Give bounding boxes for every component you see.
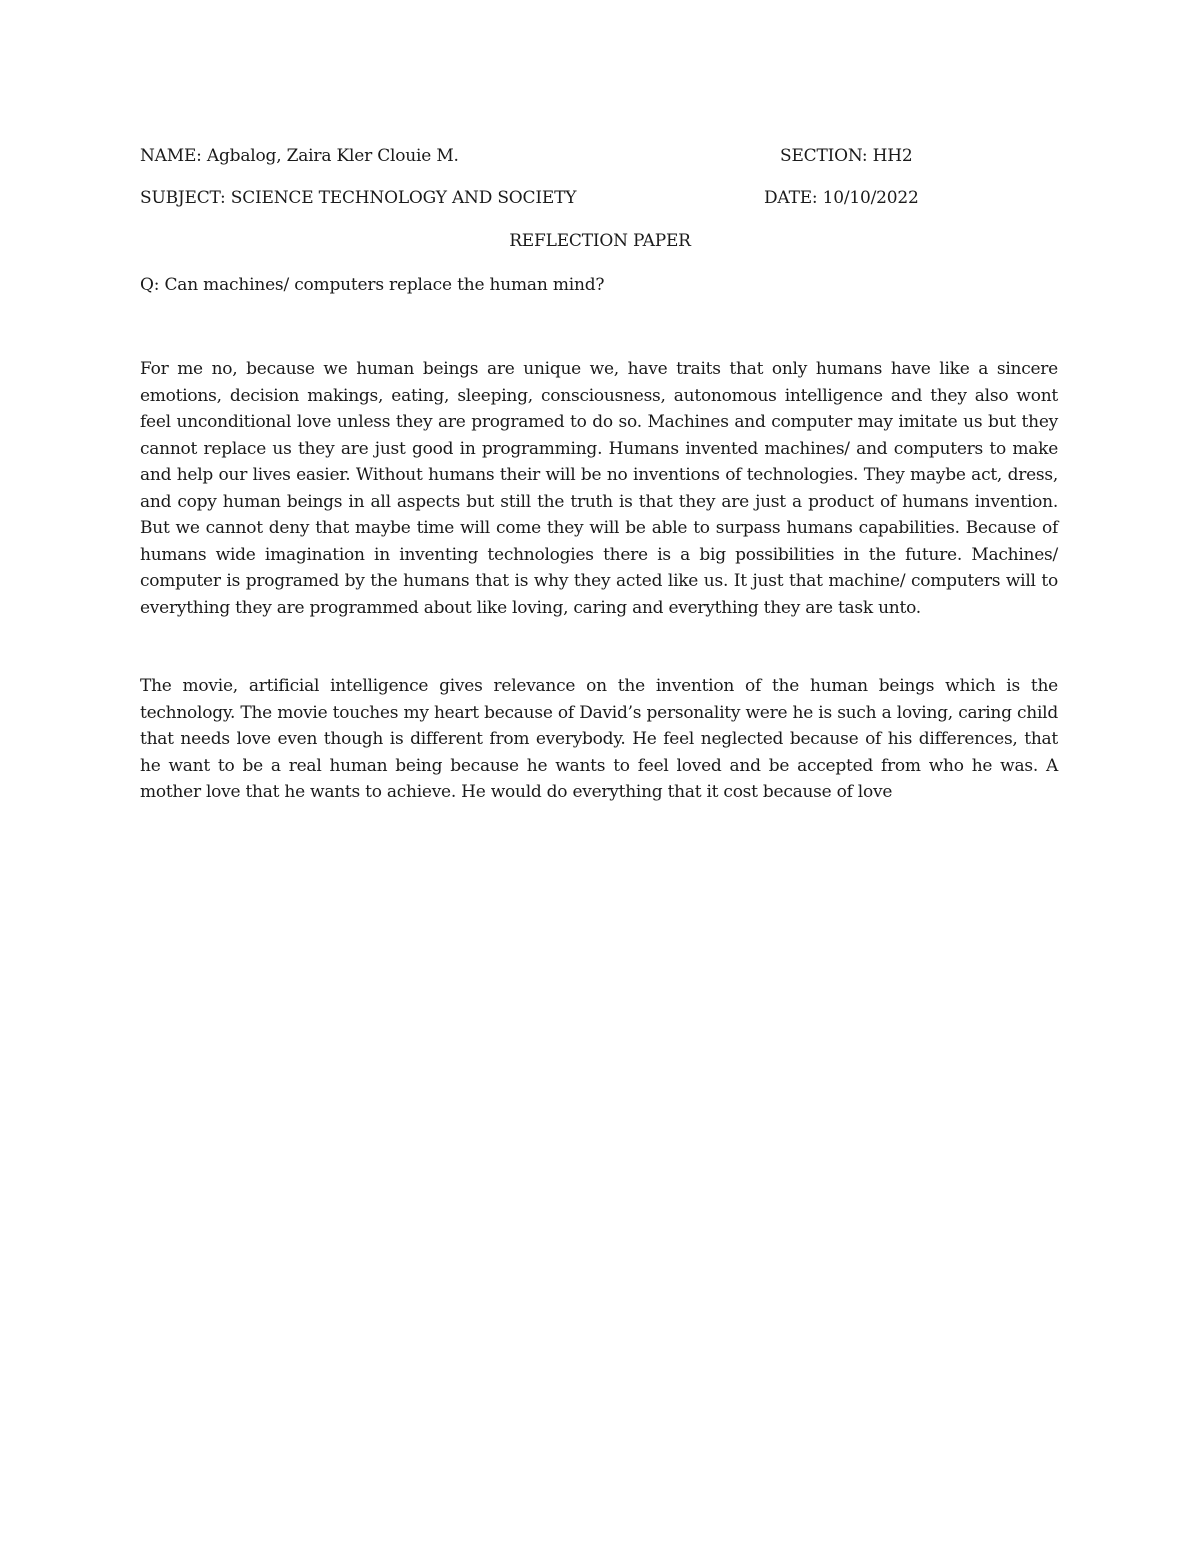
- name-line: NAME: Agbalog, Zaira Kler Clouie M.: [140, 146, 459, 166]
- section-line: SECTION: HH2: [780, 146, 913, 166]
- subject-line: SUBJECT: SCIENCE TECHNOLOGY AND SOCIETY: [140, 188, 577, 208]
- question-line: Q: Can machines/ computers replace the human mind?: [140, 275, 605, 295]
- document-title: REFLECTION PAPER: [509, 231, 691, 251]
- date-line: DATE: 10/10/2022: [764, 188, 919, 208]
- body-paragraph-2: The movie, artificial intelligence gives relevance on the invention of the human beings which is the technology. The movie touches my heart because of David’s personality were he is such a loving, caring child that needs love even though is different from everybody. He feel neglected because of his differences, that he want to be a real human being because he wants to feel loved and be accepted from who he was. A mother love that he wants to achieve. He would do everything that it cost because of love: [140, 676, 1058, 802]
- body-paragraph-1: For me no, because we human beings are unique we, have traits that only humans have like a sincere emotions, decision makings, eating, sleeping, consciousness, autonomous intelligence and they also wont feel unconditional love unless they are programed to do so. Machines and computer may imitate us but they cannot replace us they are just good in programming. Humans invented machines/ and computers to make and help our lives easier. Without humans their will be no inventions of technologies. They maybe act, dress, and copy human beings in all aspects but still the truth is that they are just a product of humans invention. But we cannot deny that maybe time will come they will be able to surpass humans capabilities. Because of humans wide imagination in inventing technologies there is a big possibilities in the future. Machines/ computer is programed by the humans that is why they acted like us. It just that machine/ computers will to everything they are programmed about like loving, caring and everything they are task unto.: [140, 359, 1058, 618]
